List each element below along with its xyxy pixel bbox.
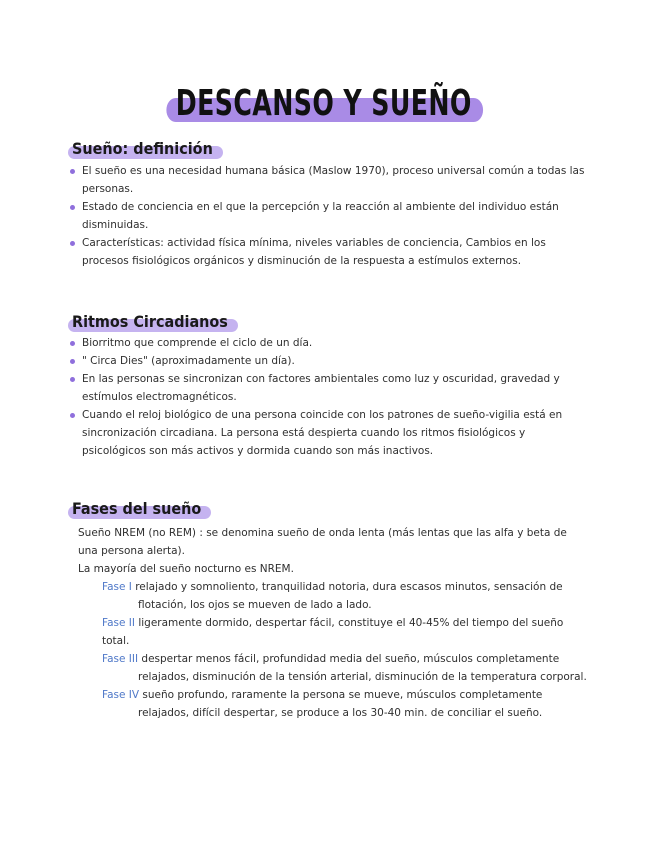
fases-intro-nrem: Sueño NREM (no REM) : se denomina sueño de onda lenta (más lentas que las alfa y beta de una persona alerta).	[78, 527, 567, 557]
list-item: En las personas se sincronizan con factores ambientales como luz y oscuridad, gravedad y estímulos electromagnéticos.	[70, 370, 590, 406]
list-item: " Circa Dies" (aproximadamente un día).	[70, 352, 590, 370]
phase-item	[102, 686, 588, 722]
phase-item	[102, 614, 588, 650]
list-item: Cuando el reloj biológico de una persona coincide con los patrones de sueño-vigilia está en sincronización circadiana. La persona está despierta cuando los ritmos fisiológicos y psicológicos son más activos y dormida cuando son más inactivos.	[70, 406, 590, 460]
bullet-icon	[70, 241, 75, 246]
bullet-icon	[70, 377, 75, 382]
phase-label: Fase I	[102, 581, 132, 593]
section-heading-ritmos: Ritmos Circadianos	[70, 311, 234, 333]
page-title: DESCANSO Y SUEÑO	[170, 82, 479, 126]
bullet-icon	[70, 205, 75, 210]
phase-text: despertar menos fácil, profundidad media del sueño, músculos completamente	[141, 653, 560, 665]
phase-text-continued: relajados, disminución de la tensión arterial, disminución de la temperatura corporal.	[138, 671, 587, 683]
list-item: Características: actividad física mínima, niveles variables de conciencia, Cambios en los procesos fisiológicos orgánicos y disminución de la respuesta a estímulos externos.	[70, 234, 590, 270]
phase-text-continued: flotación, los ojos se mueven de lado a lado.	[138, 599, 372, 611]
section-heading-definicion: Sueño: definición	[70, 138, 219, 160]
phase-text-continued: relajados, difícil despertar, se produce a los 30-40 min. de conciliar el sueño.	[138, 707, 543, 719]
phase-text: ligeramente dormido, despertar fácil, constituye el 40-45% del tiempo del sueño total.	[102, 617, 564, 647]
bullet-icon	[70, 169, 75, 174]
bullet-icon	[70, 341, 75, 346]
phase-item	[102, 650, 588, 686]
phase-label: Fase IV	[102, 689, 140, 701]
fases-block	[78, 524, 588, 722]
list-item: Estado de conciencia en el que la percepción y la reacción al ambiente del individuo están disminuidas.	[70, 198, 590, 234]
ritmos-list	[70, 334, 590, 460]
bullet-icon	[70, 359, 75, 364]
section-heading-fases: Fases del sueño	[70, 498, 207, 520]
title-container	[0, 82, 648, 126]
phase-label: Fase II	[102, 617, 135, 629]
list-item: El sueño es una necesidad humana básica (Maslow 1970), proceso universal común a todas las personas.	[70, 162, 590, 198]
phase-item	[102, 578, 588, 614]
list-item: Biorritmo que comprende el ciclo de un día.	[70, 334, 590, 352]
phase-text: relajado y somnoliento, tranquilidad notoria, dura escasos minutos, sensación de	[135, 581, 563, 593]
phase-label: Fase III	[102, 653, 139, 665]
definicion-list	[70, 162, 590, 270]
bullet-icon	[70, 413, 75, 418]
fases-intro-mayoria: La mayoría del sueño nocturno es NREM.	[78, 563, 294, 575]
phase-text: sueño profundo, raramente la persona se mueve, músculos completamente	[142, 689, 543, 701]
